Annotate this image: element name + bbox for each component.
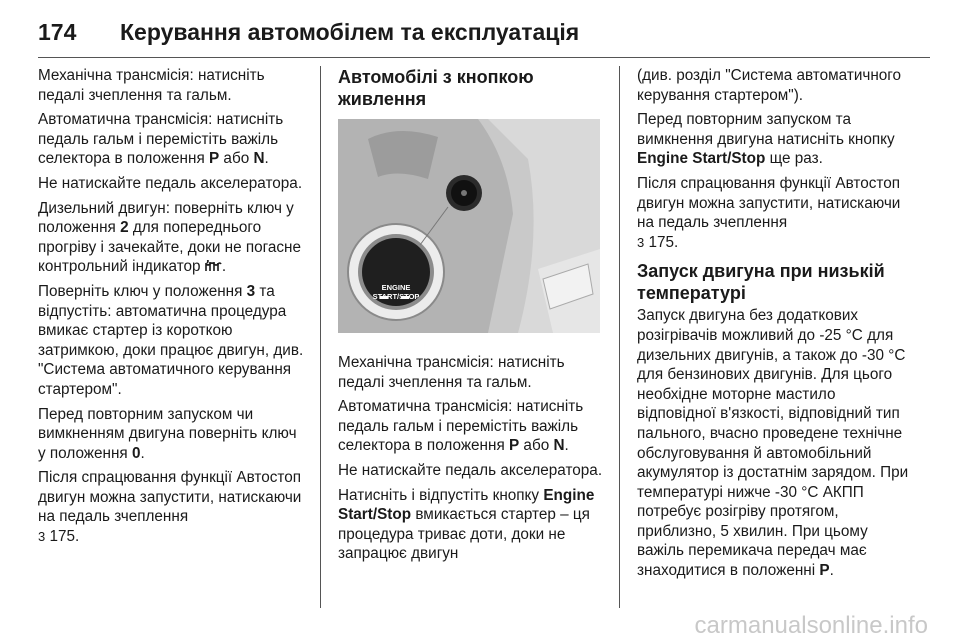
section-heading: Автомобілі з кнопкою живлення — [338, 67, 534, 109]
paragraph-text: або — [219, 150, 254, 168]
paragraph — [38, 66, 308, 105]
paragraph-text: Після спрацювання функції Автостоп двигун можна запустити, натискаючи на педаль зчеплення — [637, 174, 901, 232]
paragraph-text: Дизельний двигун: поверніть ключ у положення — [38, 199, 294, 237]
page-reference[interactable]: 175. — [644, 233, 679, 251]
column-middle — [338, 66, 608, 569]
paragraph — [38, 174, 308, 194]
paragraph-text: для попереднього прогріву і зачекайте, доки не погасне контрольний індикатор — [38, 219, 301, 276]
watermark: carmanualsonline.info — [694, 612, 928, 639]
gear-position-p: P — [819, 562, 830, 580]
gear-position-n: N — [253, 150, 265, 168]
paragraph-text: (див. розділ "Система автоматичного керування стартером"). — [637, 67, 902, 104]
paragraph-text: Запуск двигуна без додаткових розігрівачів можливий до -25 °C для дизельних двигунів, а також до -30 °C для бензинових двигунів. Для цього необхідне моторне мастило відповідної в'язкості, відповідний тип пального, вчасно проведене технічне обслуговування й автомобільний акумулятор із достатнім зарядом. При температурі нижче -30 °C АКПП потребує розігріву протягом, приблизно, 5 хвилин. При цьому важіль перемикача передач має знаходитися в положенні — [637, 307, 909, 580]
paragraph-text: Автоматична трансмісія: натисніть педаль гальм і перемістіть важіль селектора в положення — [38, 111, 284, 168]
page-header — [38, 14, 579, 50]
key-position-0: 0 — [131, 444, 141, 462]
paragraph-text: Механічна трансмісія: натисніть педалі зчеплення та гальм. — [338, 354, 565, 391]
paragraph — [338, 461, 608, 481]
paragraph — [338, 397, 608, 456]
paragraph-text: Перед повторним запуском чи вимкненням двигуна поверніть ключ у положення — [38, 405, 297, 462]
paragraph-text: Не натискайте педаль акселератора. — [38, 174, 303, 192]
paragraph-text: . — [140, 444, 145, 462]
engine-start-stop-term: Engine Start/Stop — [338, 486, 595, 524]
button-label-line: ENGINE — [381, 283, 411, 292]
paragraph-text: . — [264, 150, 269, 168]
column-divider — [320, 66, 321, 608]
paragraph-text: та відпустіть: автоматична процедура вмикає стартер із короткою затримкою, доки працює двигун, див. "Система автоматичного керування стартером". — [38, 282, 304, 398]
button-label-line: START/STOP — [372, 292, 420, 301]
engine-start-stop-figure — [338, 119, 600, 333]
paragraph — [38, 468, 308, 546]
engine-start-stop-button-label — [365, 283, 427, 301]
engine-start-stop-term: Engine Start/Stop — [637, 150, 766, 168]
paragraph — [338, 486, 608, 564]
paragraph-text: Автоматична трансмісія: натисніть педаль гальм і перемістіть важіль селектора в положення — [338, 398, 584, 455]
column-divider — [619, 66, 620, 608]
key-position-3: 3 — [246, 282, 256, 300]
paragraph — [38, 282, 308, 400]
column-left — [38, 66, 308, 552]
paragraph-text: Поверніть ключ у положення — [38, 282, 247, 300]
page-title: Керування автомобілем та експлуатація — [120, 18, 580, 45]
page-reference-arrow-icon: 3 — [38, 529, 46, 545]
page-number: 174 — [38, 18, 77, 45]
paragraph-text: вмикається стартер – ця процедура триває доти, доки не запрацює двигун — [338, 506, 590, 563]
glow-plug-icon — [205, 260, 222, 272]
paragraph — [637, 110, 912, 169]
paragraph — [38, 110, 308, 169]
paragraph-text: . — [221, 258, 227, 276]
paragraph-text: Механічна трансмісія: натисніть педалі зчеплення та гальм. — [38, 67, 265, 104]
paragraph — [38, 405, 308, 464]
paragraph-text: або — [519, 437, 554, 455]
paragraph-text: . — [564, 437, 569, 455]
paragraph — [637, 306, 912, 580]
paragraph — [38, 199, 308, 277]
page-reference[interactable]: 175. — [45, 528, 80, 546]
paragraph — [338, 353, 608, 392]
paragraph-text: . — [829, 562, 834, 580]
paragraph — [637, 66, 912, 105]
paragraph-text: Не натискайте педаль акселератора. — [338, 461, 603, 479]
gear-position-p: P — [208, 150, 220, 168]
header-divider — [38, 57, 930, 58]
page-reference-arrow-icon: 3 — [637, 234, 645, 250]
paragraph-text: Після спрацювання функції Автостоп двигун можна запустити, натискаючи на педаль зчеплення — [38, 469, 302, 526]
paragraph — [637, 174, 912, 252]
paragraph-text: Перед повторним запуском та вимкнення двигуна натисніть кнопку — [637, 111, 895, 148]
key-position-2: 2 — [120, 219, 129, 237]
column-right — [637, 66, 912, 586]
section-heading: Запуск двигуна при низькій температурі — [637, 261, 885, 304]
paragraph-text: ще раз. — [765, 150, 823, 168]
gear-position-n: N — [553, 437, 565, 455]
paragraph-text: Натисніть і відпустіть кнопку — [338, 486, 544, 504]
gear-position-p: P — [508, 437, 520, 455]
